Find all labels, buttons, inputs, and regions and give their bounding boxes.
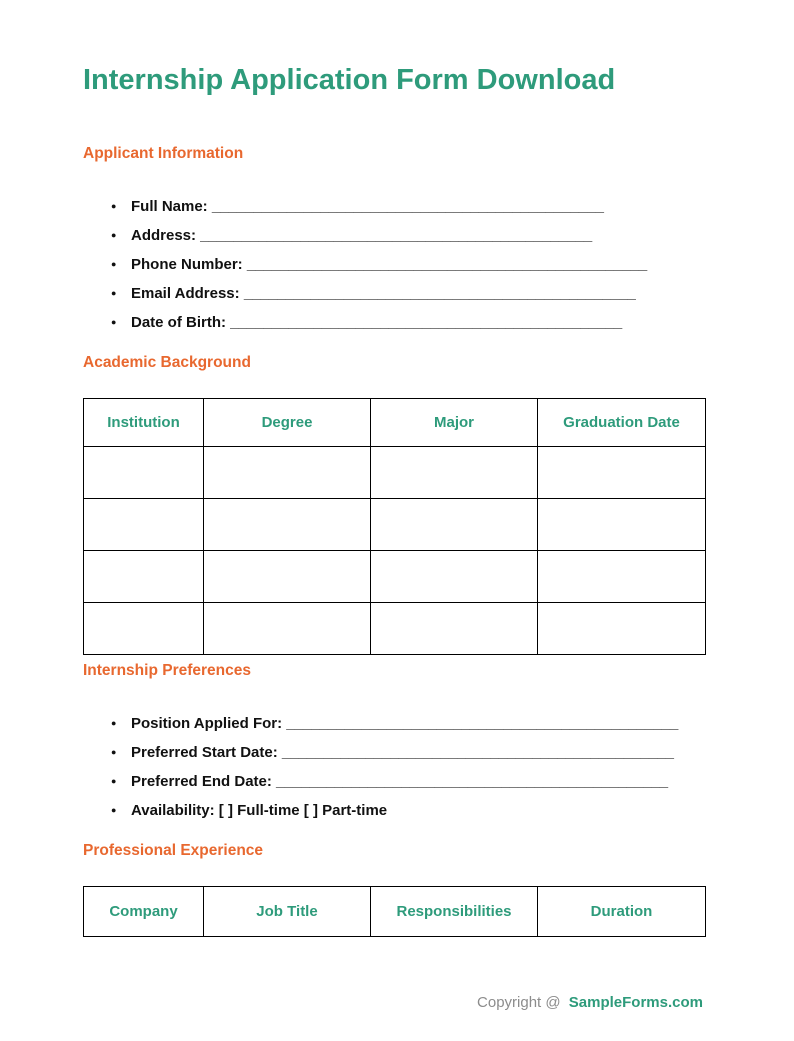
footer xyxy=(83,993,705,1013)
column-header-degree: Degree xyxy=(204,399,371,447)
experience-table-header-row xyxy=(84,887,706,937)
empty-cell xyxy=(371,551,538,603)
empty-cell xyxy=(84,551,204,603)
empty-cell xyxy=(84,447,204,499)
column-header-graduation-date: Graduation Date xyxy=(538,399,706,447)
empty-cell xyxy=(371,447,538,499)
empty-cell xyxy=(538,551,706,603)
applicant-information-fields xyxy=(83,192,705,337)
field-full-name: ● Full Name: _______________________________________________ xyxy=(83,192,705,221)
empty-cell xyxy=(371,603,538,655)
field-availability: ● Availability: [ ] Full-time [ ] Part-time xyxy=(83,796,705,825)
column-header-job-title: Job Title xyxy=(204,887,371,937)
column-header-responsibilities: Responsibilities xyxy=(371,887,538,937)
academic-table-row xyxy=(84,551,706,603)
field-email-address: ● Email Address: _______________________________________________ xyxy=(83,279,705,308)
empty-cell xyxy=(538,499,706,551)
internship-preferences-fields xyxy=(83,709,705,825)
empty-cell xyxy=(84,499,204,551)
empty-cell xyxy=(538,603,706,655)
column-header-company: Company xyxy=(84,887,204,937)
empty-cell xyxy=(204,603,371,655)
copyright-text: Copyright @ xyxy=(477,994,561,1012)
empty-cell xyxy=(204,447,371,499)
empty-cell xyxy=(84,603,204,655)
academic-background-table xyxy=(83,398,706,655)
field-preferred-end-date: ● Preferred End Date: _______________________________________________ xyxy=(83,767,705,796)
empty-cell xyxy=(538,447,706,499)
field-phone-number: ● Phone Number: ________________________________________________ xyxy=(83,250,705,279)
page-title: Internship Application Form Download xyxy=(83,64,616,96)
field-date-of-birth: ● Date of Birth: _______________________________________________ xyxy=(83,308,705,337)
academic-table-header-row xyxy=(84,399,706,447)
sampleforms-link[interactable]: SampleForms.com xyxy=(568,994,703,1012)
academic-table-row xyxy=(84,603,706,655)
column-header-institution: Institution xyxy=(84,399,204,447)
column-header-duration: Duration xyxy=(538,887,706,937)
professional-experience-table xyxy=(83,886,706,937)
section-heading-applicant-information: Applicant Information xyxy=(83,145,244,163)
section-heading-internship-preferences: Internship Preferences xyxy=(83,662,251,680)
column-header-major: Major xyxy=(371,399,538,447)
academic-table-row xyxy=(84,499,706,551)
academic-table-row xyxy=(84,447,706,499)
field-position-applied-for: ● Position Applied For: _______________________________________________ xyxy=(83,709,705,738)
section-heading-academic-background: Academic Background xyxy=(83,354,251,372)
field-preferred-start-date: ● Preferred Start Date: _______________________________________________ xyxy=(83,738,705,767)
empty-cell xyxy=(204,499,371,551)
empty-cell xyxy=(371,499,538,551)
section-heading-professional-experience: Professional Experience xyxy=(83,842,264,860)
field-address: ● Address: _______________________________________________ xyxy=(83,221,705,250)
empty-cell xyxy=(204,551,371,603)
